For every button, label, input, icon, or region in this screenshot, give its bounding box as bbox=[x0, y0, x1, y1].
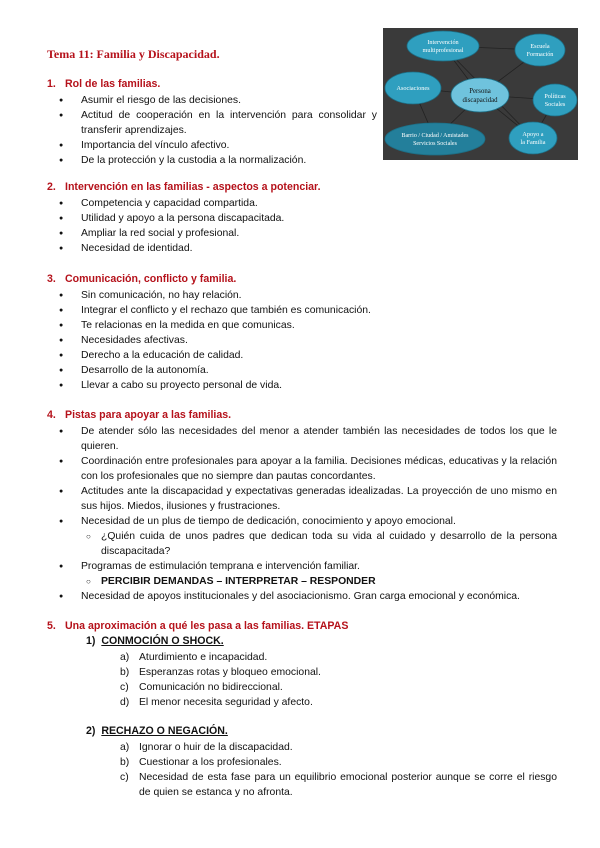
section-comunicacion bbox=[47, 272, 557, 393]
list-item: ● Necesidad de identidad. bbox=[47, 241, 557, 256]
stage-rechazo bbox=[47, 724, 557, 800]
list-item: ● Necesidades afectivas. bbox=[47, 333, 557, 348]
section-heading: 3. Comunicación, conflicto y familia. bbox=[47, 273, 237, 285]
list-item: ● Competencia y capacidad compartida. bbox=[47, 196, 557, 211]
diagram-label: Barrio / Ciudad / Amistades bbox=[401, 133, 469, 139]
diagram-label: discapacidad bbox=[462, 97, 498, 104]
list-item: ● Necesidad de apoyos institucionales y del asociacionismo. Gran carga emocional y económica. bbox=[47, 589, 557, 604]
list-item: ● Sin comunicación, no hay relación. bbox=[47, 288, 557, 303]
list-item: ● Te relacionas en la medida en que comunicas. bbox=[47, 318, 557, 333]
diagram-label: Apoyo a bbox=[522, 131, 544, 138]
list-item: b) Esperanzas rotas y bloqueo emocional. bbox=[120, 667, 321, 678]
stage-conmocion bbox=[47, 634, 557, 710]
diagram-label: Servicios Sociales bbox=[413, 141, 457, 147]
list-item: ● De la protección y la custodia a la normalización. bbox=[47, 153, 377, 168]
diagram-label: Intervención bbox=[427, 39, 459, 46]
lettered-list bbox=[47, 740, 557, 800]
section-rol-familias bbox=[47, 77, 557, 168]
list-item: ● Llevar a cabo su proyecto personal de vida. bbox=[47, 378, 557, 393]
sub-list-item: ○ ¿Quién cuida de unos padres que dedican toda su vida al cuidado y desarrollo de la persona discapacitada? bbox=[81, 529, 557, 559]
list-item: ● Importancia del vínculo afectivo. bbox=[47, 138, 377, 153]
list-item: c) Comunicación no bidireccional. bbox=[120, 682, 283, 693]
bullet-list bbox=[47, 93, 377, 168]
bullet-list bbox=[47, 424, 557, 604]
section-heading: 5. Una aproximación a qué les pasa a las familias. ETAPAS bbox=[47, 620, 349, 632]
diagram-label: Asociaciones bbox=[396, 85, 430, 92]
diagram-label: la Familia bbox=[520, 139, 546, 146]
sub-list bbox=[81, 529, 557, 559]
list-item: d) El menor necesita seguridad y afecto. bbox=[120, 697, 313, 708]
list-item-with-sub bbox=[47, 514, 557, 559]
section-etapas bbox=[47, 619, 557, 800]
diagram-label: Persona bbox=[469, 88, 491, 95]
list-item: ● Derecho a la educación de calidad. bbox=[47, 348, 557, 363]
lettered-list bbox=[47, 650, 557, 710]
list-item: ● Actitudes ante la discapacidad y expectativas generadas idealizadas. La proyección de uno mismo en sus hijos. Miedos, ilusiones y frustraciones. bbox=[47, 484, 557, 514]
sub-list-item: ○ PERCIBIR DEMANDAS – INTERPRETAR – RESPONDER bbox=[81, 574, 557, 589]
section-pistas bbox=[47, 408, 557, 604]
section-heading: 4. Pistas para apoyar a las familias. bbox=[47, 409, 232, 421]
diagram-label: multiprofesional bbox=[422, 47, 464, 54]
list-item: ● Actitud de cooperación en la intervención para consolidar y transferir aprendizajes. bbox=[47, 108, 377, 138]
stage-title: 2) RECHAZO O NEGACIÓN. bbox=[86, 725, 228, 737]
list-item: a) Aturdimiento e incapacidad. bbox=[120, 652, 268, 663]
list-item: ● Desarrollo de la autonomía. bbox=[47, 363, 557, 378]
section-heading: 1. Rol de las familias. bbox=[47, 78, 161, 90]
diagram-label: Escuela bbox=[530, 43, 550, 50]
list-item-text: Necesidad de un plus de tiempo de dedicación, conocimiento y apoyo emocional. bbox=[81, 516, 456, 527]
section-intervencion bbox=[47, 180, 557, 256]
section-heading: 2. Intervención en las familias - aspectos a potenciar. bbox=[47, 181, 321, 193]
sub-list bbox=[81, 574, 557, 589]
diagram-label: Formación bbox=[526, 51, 554, 58]
diagram-label: Políticas bbox=[544, 93, 566, 100]
document-title: Tema 11: Familia y Discapacidad. bbox=[47, 47, 220, 61]
diagram-node-intervencion bbox=[407, 31, 479, 61]
list-item: a) Ignorar o huir de la discapacidad. bbox=[120, 742, 293, 753]
stage-title: 1) CONMOCIÓN O SHOCK. bbox=[86, 635, 224, 647]
list-item: c) Necesidad de esta fase para un equilibrio emocional posterior aunque se corre el riesgo de quien se estanca y no afronta. bbox=[120, 772, 557, 798]
list-item: ● Ampliar la red social y profesional. bbox=[47, 226, 557, 241]
list-item-text: Programas de estimulación temprana e intervención familiar. bbox=[81, 561, 360, 572]
list-item-with-sub bbox=[47, 559, 557, 589]
bullet-list bbox=[47, 196, 557, 256]
list-item: ● Asumir el riesgo de las decisiones. bbox=[47, 93, 377, 108]
list-item: ● De atender sólo las necesidades del menor a atender también las necesidades de todos los que le quieren. bbox=[47, 424, 557, 454]
diagram-label: Sociales bbox=[544, 101, 566, 108]
diagram-node-escuela bbox=[515, 34, 565, 66]
bullet-list bbox=[47, 288, 557, 393]
list-item: ● Utilidad y apoyo a la persona discapacitada. bbox=[47, 211, 557, 226]
list-item: ● Coordinación entre profesionales para apoyar a la familia. Decisiones médicas, educativas y la relación con los profesionales que no siempre dan pautas concordantes. bbox=[47, 454, 557, 484]
list-item: b) Cuestionar a los profesionales. bbox=[120, 757, 282, 768]
list-item: ● Integrar el conflicto y el rechazo que también es comunicación. bbox=[47, 303, 557, 318]
